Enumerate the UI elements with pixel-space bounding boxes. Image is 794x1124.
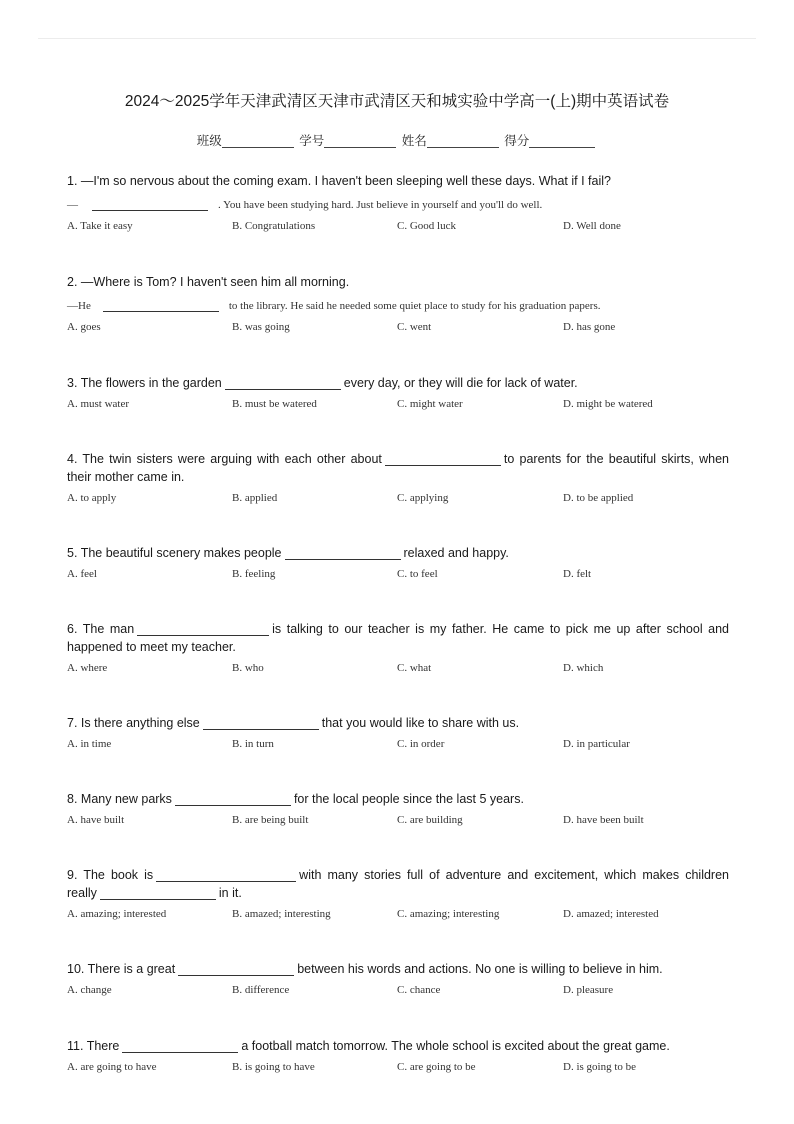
option-b[interactable]: B. applied bbox=[232, 492, 278, 504]
option-b[interactable]: B. amazed; interesting bbox=[232, 908, 331, 920]
options bbox=[67, 984, 729, 1000]
options bbox=[67, 321, 729, 337]
question-stem: —I'm so nervous about the coming exam. I haven't been sleeping well these days. What if I fail? bbox=[80, 174, 611, 188]
question-4: 4. The twin sisters were arguing with each other about to parents for the beautiful skirts, when their mother came in. A. to apply B. applied C. applying D. to be applied bbox=[67, 450, 729, 508]
option-c[interactable]: C. went bbox=[397, 321, 432, 333]
options bbox=[67, 908, 729, 924]
dialog-line: —He to the library. He said he needed some quiet place to study for his graduation papers. bbox=[67, 300, 601, 312]
option-b[interactable]: B. is going to have bbox=[232, 1061, 315, 1073]
option-c[interactable]: C. in order bbox=[397, 738, 445, 750]
question-number: 9. bbox=[67, 868, 78, 882]
answer-blank[interactable] bbox=[175, 792, 291, 806]
option-b[interactable]: B. are being built bbox=[232, 814, 309, 826]
option-b[interactable]: B. feeling bbox=[232, 568, 276, 580]
top-divider bbox=[38, 38, 756, 39]
option-a[interactable]: A. Take it easy bbox=[67, 220, 133, 232]
option-c[interactable]: C. are going to be bbox=[397, 1061, 476, 1073]
name-field[interactable] bbox=[427, 134, 499, 148]
option-a[interactable]: A. goes bbox=[67, 321, 101, 333]
option-b[interactable]: B. in turn bbox=[232, 738, 274, 750]
answer-blank[interactable] bbox=[122, 1039, 238, 1053]
option-a[interactable]: A. have built bbox=[67, 814, 125, 826]
answer-blank[interactable] bbox=[103, 299, 219, 312]
score-label: 得分 bbox=[504, 134, 530, 148]
question-5: 5. The beautiful scenery makes people relaxed and happy. A. feel B. feeling C. to feel D. felt bbox=[67, 544, 729, 584]
option-d[interactable]: D. in particular bbox=[563, 738, 630, 750]
option-b[interactable]: B. was going bbox=[232, 321, 290, 333]
score-field[interactable] bbox=[529, 134, 595, 148]
question-number: 11. bbox=[67, 1039, 84, 1053]
answer-blank[interactable] bbox=[92, 198, 208, 211]
option-b[interactable]: B. who bbox=[232, 662, 264, 674]
question-number: 7. bbox=[67, 716, 78, 730]
option-c[interactable]: C. Good luck bbox=[397, 220, 456, 232]
options bbox=[67, 814, 729, 830]
option-d[interactable]: D. amazed; interested bbox=[563, 908, 659, 920]
page-title: 2024～2025学年天津武清区天津市武清区天和城实验中学高一(上)期中英语试卷 bbox=[124, 93, 670, 110]
student-number-field[interactable] bbox=[324, 134, 396, 148]
question-2 bbox=[67, 273, 729, 337]
options bbox=[67, 220, 729, 236]
question-3: 3. The flowers in the garden every day, or they will die for lack of water. A. must water B. must be watered C. might water D. might be watered bbox=[67, 374, 729, 414]
option-d[interactable]: D. felt bbox=[563, 568, 592, 580]
option-d[interactable]: D. have been built bbox=[563, 814, 644, 826]
dialog-line: — . You have been studying hard. Just believe in yourself and you'll do well. bbox=[67, 199, 543, 211]
option-d[interactable]: D. is going to be bbox=[563, 1061, 637, 1073]
option-a[interactable]: A. amazing; interested bbox=[67, 908, 167, 920]
option-a[interactable]: A. feel bbox=[67, 568, 97, 580]
answer-blank[interactable] bbox=[285, 546, 401, 560]
answer-blank[interactable] bbox=[203, 716, 319, 730]
option-d[interactable]: D. Well done bbox=[563, 220, 621, 232]
answer-blank-2[interactable] bbox=[100, 886, 216, 900]
class-field[interactable] bbox=[222, 134, 294, 148]
question-10: 10. There is a great between his words and actions. No one is willing to believe in him. A. change B. difference C. chance D. pleasure bbox=[67, 960, 729, 1000]
answer-blank[interactable] bbox=[225, 376, 341, 390]
question-number: 5. bbox=[67, 546, 78, 560]
name-label: 姓名 bbox=[401, 134, 427, 148]
student-number-label: 学号 bbox=[299, 134, 325, 148]
question-8: 8. Many new parks for the local people since the last 5 years. A. have built B. are being built C. are building D. have been built bbox=[67, 790, 729, 830]
option-d[interactable]: D. might be watered bbox=[563, 398, 653, 410]
option-d[interactable]: D. which bbox=[563, 662, 604, 674]
question-number: 2. bbox=[67, 275, 78, 289]
option-c[interactable]: C. are building bbox=[397, 814, 463, 826]
option-a[interactable]: A. where bbox=[67, 662, 108, 674]
options bbox=[67, 492, 729, 508]
option-d[interactable]: D. has gone bbox=[563, 321, 616, 333]
option-b[interactable]: B. must be watered bbox=[232, 398, 317, 410]
question-1 bbox=[67, 172, 729, 236]
answer-blank[interactable] bbox=[385, 452, 501, 466]
answer-blank-1[interactable] bbox=[156, 868, 296, 882]
option-c[interactable]: C. what bbox=[397, 662, 432, 674]
options bbox=[67, 738, 729, 754]
option-a[interactable]: A. in time bbox=[67, 738, 112, 750]
answer-blank[interactable] bbox=[178, 962, 294, 976]
option-c[interactable]: C. to feel bbox=[397, 568, 438, 580]
question-number: 10. bbox=[67, 962, 85, 976]
options bbox=[67, 662, 729, 678]
question-stem: —Where is Tom? I haven't seen him all morning. bbox=[80, 275, 350, 289]
question-number: 4. bbox=[67, 452, 78, 466]
question-7: 7. Is there anything else that you would like to share with us. A. in time B. in turn C. in order D. in particular bbox=[67, 714, 729, 754]
class-label: 班级 bbox=[196, 134, 222, 148]
option-b[interactable]: B. difference bbox=[232, 984, 290, 996]
option-a[interactable]: A. must water bbox=[67, 398, 130, 410]
option-a[interactable]: A. are going to have bbox=[67, 1061, 157, 1073]
option-c[interactable]: C. amazing; interesting bbox=[397, 908, 500, 920]
option-a[interactable]: A. to apply bbox=[67, 492, 117, 504]
question-6: 6. The man is talking to our teacher is my father. He came to pick me up after school and happened to meet my teacher. A. where B. who C. what D. which bbox=[67, 620, 729, 678]
options bbox=[67, 1061, 729, 1077]
option-b[interactable]: B. Congratulations bbox=[232, 220, 316, 232]
question-number: 1. bbox=[67, 174, 78, 188]
question-number: 8. bbox=[67, 792, 78, 806]
answer-blank[interactable] bbox=[137, 622, 269, 636]
options bbox=[67, 398, 729, 414]
option-d[interactable]: D. pleasure bbox=[563, 984, 614, 996]
question-number: 6. bbox=[67, 622, 78, 636]
option-d[interactable]: D. to be applied bbox=[563, 492, 634, 504]
options bbox=[67, 568, 729, 584]
option-c[interactable]: C. might water bbox=[397, 398, 463, 410]
option-c[interactable]: C. applying bbox=[397, 492, 449, 504]
question-number: 3. bbox=[67, 376, 78, 390]
option-a[interactable]: A. change bbox=[67, 984, 112, 996]
question-9: 9. The book is with many stories full of adventure and excitement, which makes children really in it. A. amazing; interested B. amazed; interesting C. amazing; interesting D. amazed; interested bbox=[67, 866, 729, 924]
option-c[interactable]: C. chance bbox=[397, 984, 441, 996]
student-info-row bbox=[0, 131, 794, 149]
question-11: 11. There a football match tomorrow. The whole school is excited about the great game. A. are going to have B. is going to have C. are going to be D. is going to be bbox=[67, 1037, 729, 1077]
